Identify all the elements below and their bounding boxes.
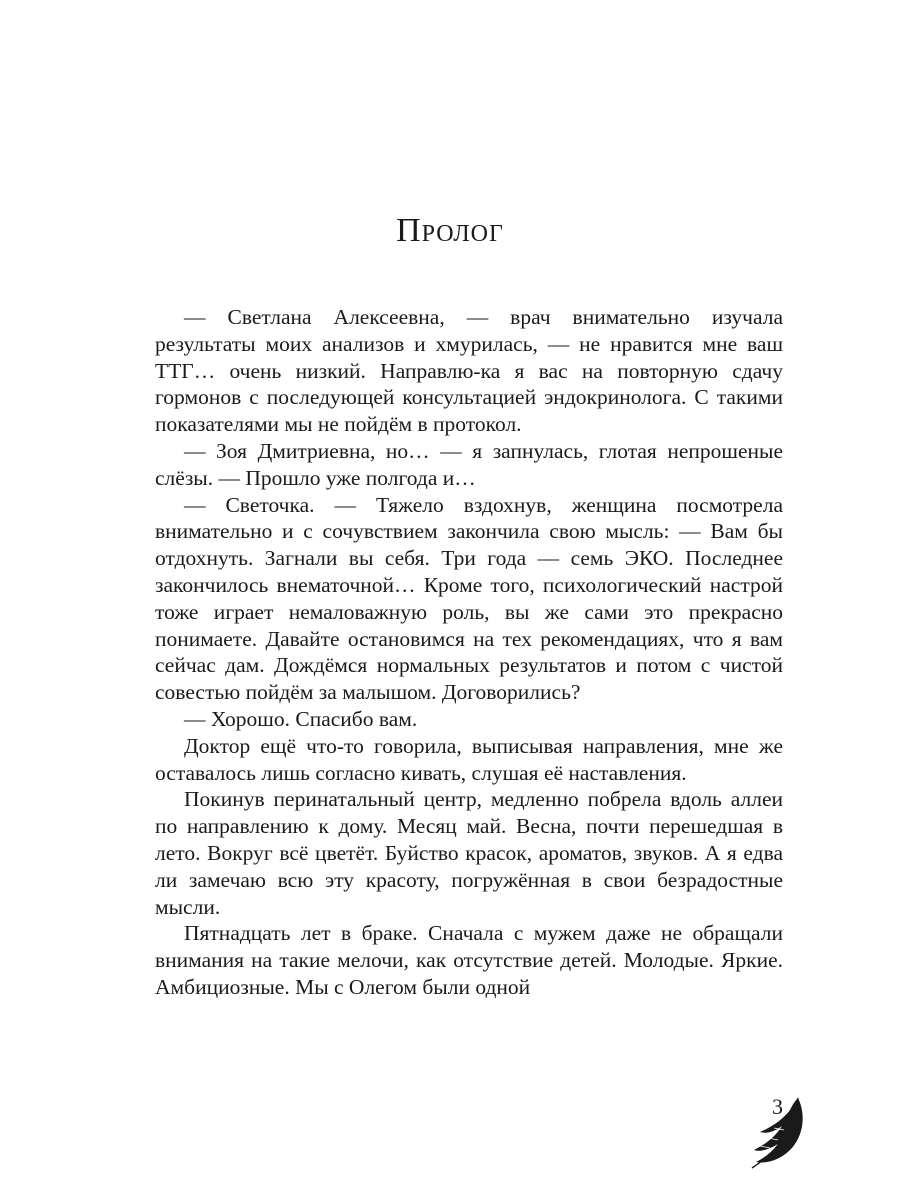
- page-footer: [748, 1092, 808, 1172]
- paragraph: — Хорошо. Спасибо вам.: [184, 706, 418, 731]
- paragraph: Доктор ещё что-то говорила, выписывая направления, мне же оставалось лишь согласно кивать, слушая её наставления.: [155, 733, 783, 785]
- paragraph: — Светлана Алексеевна, — врач внимательно изучала результаты моих анализов и хмурилась, — не нравится мне ваш ТТГ… очень низкий. Направлю-ка я вас на повторную сдачу гормонов с последующей консультацией эндокринолога. С такими показателями мы не пойдём в протокол.: [155, 305, 783, 437]
- page-number: 3: [772, 1094, 783, 1119]
- paragraph: Пятнадцать лет в браке. Сначала с мужем даже не обращали внимания на такие мелочи, как отсутствие детей. Молодые. Яркие. Амбициозные. Мы с Олегом были одной: [155, 921, 783, 999]
- paragraph: Покинув перинатальный центр, медленно побрела вдоль аллеи по направлению к дому. Месяц май. Весна, почти перешедшая в лето. Вокруг всё цветёт. Буйство красок, ароматов, звуков. А я едва ли замечаю всю эту красоту, погружённая в свои безрадостные мысли.: [155, 787, 783, 919]
- body-text: [155, 304, 783, 1001]
- paragraph: — Зоя Дмитриевна, но… — я запнулась, глотая непрошеные слёзы. — Прошло уже полгода и…: [155, 438, 783, 490]
- page-title: Пролог: [396, 212, 504, 249]
- paragraph: — Светочка. — Тяжело вздохнув, женщина посмотрела внимательно и с сочувствием закончила свою мысль: — Вам бы отдохнуть. Загнали вы себя. Три года — семь ЭКО. Последнее закончилось внематочной… Кроме того, психологический настрой тоже играет немаловажную роль, вы же сами это прекрасно понимаете. Давайте остановимся на тех рекомендациях, что я вам сейчас дам. Дождёмся нормальных результатов и потом с чистой совестью пойдём за малышом. Договорились?: [155, 492, 783, 705]
